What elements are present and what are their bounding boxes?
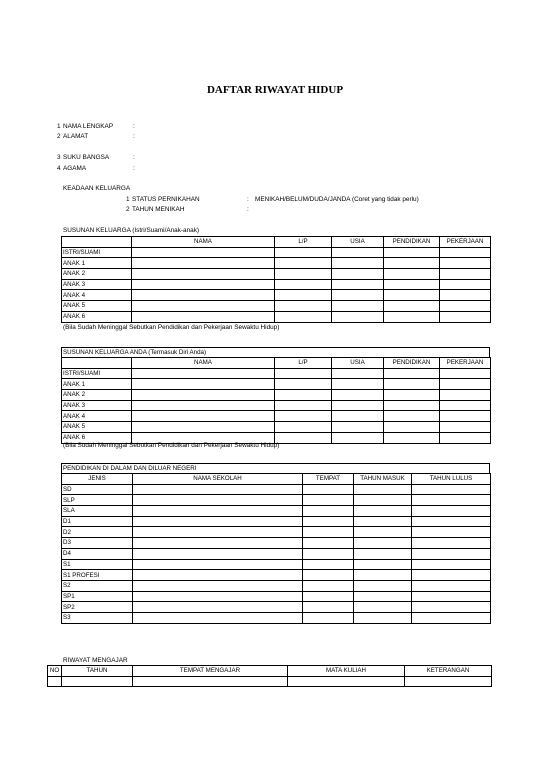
- keadaan-sep: :: [247, 196, 249, 203]
- row-label: SP2: [62, 602, 133, 613]
- personal-num: 2: [57, 133, 61, 140]
- row-label: ANAK 3: [62, 400, 132, 411]
- input-cell[interactable]: [384, 247, 440, 258]
- row-label: SP1: [62, 591, 133, 602]
- keadaan-num: 2: [126, 206, 130, 213]
- column-header: PEKERJAAN: [440, 237, 491, 248]
- table-row: [62, 400, 491, 411]
- input-cell[interactable]: [332, 390, 384, 401]
- input-cell[interactable]: [354, 612, 412, 623]
- input-cell[interactable]: [303, 538, 354, 549]
- row-label: D1: [62, 516, 133, 527]
- input-cell[interactable]: [354, 538, 412, 549]
- input-cell[interactable]: [275, 379, 332, 390]
- input-cell[interactable]: [332, 258, 384, 269]
- input-cell[interactable]: [133, 591, 303, 602]
- table-row: [62, 379, 491, 390]
- input-cell[interactable]: [133, 538, 303, 549]
- row-label: ANAK 6: [62, 432, 132, 443]
- row-label: ANAK 4: [62, 411, 132, 422]
- input-cell[interactable]: [384, 422, 440, 433]
- column-header: USIA: [332, 237, 384, 248]
- susunan2-title: SUSUNAN KELUARGA ANDA (Termasuk Diri Anda): [61, 347, 490, 357]
- input-cell[interactable]: [275, 258, 332, 269]
- row-label: ANAK 5: [62, 301, 132, 312]
- input-cell[interactable]: [133, 495, 303, 506]
- row-label: SLP: [62, 495, 133, 506]
- input-cell[interactable]: [384, 269, 440, 280]
- pendidikan-title: PENDIDIKAN DI DALAM DAN DILUAR NEGERI: [61, 463, 490, 473]
- column-header: KETERANGAN: [405, 666, 492, 677]
- input-cell[interactable]: [132, 411, 275, 422]
- row-label: ANAK 1: [62, 379, 132, 390]
- row-label: SLA: [62, 506, 133, 517]
- column-header: TAHUN MASUK: [354, 474, 412, 485]
- input-cell[interactable]: [440, 368, 491, 379]
- input-cell[interactable]: [405, 676, 492, 687]
- input-cell[interactable]: [384, 368, 440, 379]
- input-cell[interactable]: [384, 379, 440, 390]
- input-cell[interactable]: [332, 411, 384, 422]
- personal-sep: :: [133, 123, 135, 130]
- input-cell[interactable]: [133, 612, 303, 623]
- keadaan-value: MENIKAH/BELUM/DUDA/JANDA (Coret yang tidak perlu): [255, 196, 419, 203]
- input-cell[interactable]: [354, 516, 412, 527]
- column-header: TAHUN: [62, 666, 133, 677]
- pendidikan-table: [61, 473, 491, 624]
- input-cell[interactable]: [440, 247, 491, 258]
- susunan1-table: [61, 236, 491, 323]
- input-cell[interactable]: [275, 301, 332, 312]
- input-cell[interactable]: [133, 559, 303, 570]
- input-cell[interactable]: [354, 602, 412, 613]
- input-cell[interactable]: [384, 400, 440, 411]
- input-cell[interactable]: [275, 422, 332, 433]
- table-row: [62, 258, 491, 269]
- input-cell[interactable]: [384, 258, 440, 269]
- input-cell[interactable]: [332, 247, 384, 258]
- personal-label: NAMA LENGKAP: [63, 123, 114, 130]
- input-cell[interactable]: [440, 279, 491, 290]
- table-row: [62, 516, 491, 527]
- keadaan-label: STATUS PERNIKAHAN: [132, 196, 200, 203]
- personal-sep: :: [133, 133, 135, 140]
- input-cell[interactable]: [384, 311, 440, 322]
- column-header: NAMA SEKOLAH: [133, 474, 303, 485]
- input-cell[interactable]: [303, 484, 354, 495]
- row-label: ANAK 2: [62, 390, 132, 401]
- input-cell[interactable]: [332, 311, 384, 322]
- table-row: [48, 676, 492, 687]
- input-cell[interactable]: [132, 379, 275, 390]
- input-cell[interactable]: [132, 258, 275, 269]
- table-row: [62, 422, 491, 433]
- input-cell[interactable]: [412, 591, 491, 602]
- column-header: L/P: [275, 358, 332, 369]
- input-cell[interactable]: [354, 527, 412, 538]
- input-cell[interactable]: [332, 301, 384, 312]
- input-cell[interactable]: [275, 290, 332, 301]
- table-row: [62, 484, 491, 495]
- row-label: ANAK 4: [62, 290, 132, 301]
- row-label: ISTRI/SUAMI: [62, 247, 132, 258]
- input-cell[interactable]: [132, 422, 275, 433]
- input-cell[interactable]: [440, 411, 491, 422]
- row-label: ANAK 3: [62, 279, 132, 290]
- input-cell[interactable]: [132, 290, 275, 301]
- table-row: [62, 602, 491, 613]
- mengajar-title: RIWAYAT MENGAJAR: [63, 657, 128, 664]
- susunan2-note: (Bila Sudah Meninggal Sebutkan Pendidikan dan Pekerjaan Sewaktu Hidup): [63, 442, 280, 449]
- input-cell[interactable]: [275, 400, 332, 411]
- input-cell[interactable]: [132, 279, 275, 290]
- input-cell[interactable]: [412, 506, 491, 517]
- row-label: S2: [62, 580, 133, 591]
- input-cell[interactable]: [48, 676, 62, 687]
- input-cell[interactable]: [303, 570, 354, 581]
- table-row: [62, 538, 491, 549]
- input-cell[interactable]: [354, 559, 412, 570]
- input-cell[interactable]: [440, 390, 491, 401]
- row-label: ISTRI/SUAMI: [62, 368, 132, 379]
- table-row: [62, 612, 491, 623]
- column-header: [62, 237, 132, 248]
- input-cell[interactable]: [440, 301, 491, 312]
- input-cell[interactable]: [412, 516, 491, 527]
- input-cell[interactable]: [133, 516, 303, 527]
- input-cell[interactable]: [440, 311, 491, 322]
- column-header: TEMPAT: [303, 474, 354, 485]
- susunan1-note: (Bila Sudah Meninggal Sebutkan Pendidikan dan Pekerjaan Sewaktu Hidup): [63, 324, 280, 331]
- table-header-row: [62, 358, 491, 369]
- input-cell[interactable]: [440, 258, 491, 269]
- input-cell[interactable]: [132, 390, 275, 401]
- row-label: ANAK 5: [62, 422, 132, 433]
- keadaan-label: TAHUN MENIKAH: [132, 206, 185, 213]
- input-cell[interactable]: [384, 279, 440, 290]
- table-header-row: [48, 666, 492, 677]
- input-cell[interactable]: [440, 432, 491, 443]
- input-cell[interactable]: [412, 538, 491, 549]
- input-cell[interactable]: [303, 495, 354, 506]
- input-cell[interactable]: [133, 570, 303, 581]
- input-cell[interactable]: [354, 495, 412, 506]
- table-row: [62, 411, 491, 422]
- input-cell[interactable]: [332, 379, 384, 390]
- table-row: [62, 290, 491, 301]
- row-label: ANAK 6: [62, 311, 132, 322]
- input-cell[interactable]: [303, 612, 354, 623]
- input-cell[interactable]: [332, 290, 384, 301]
- input-cell[interactable]: [354, 570, 412, 581]
- table-header-row: [62, 474, 491, 485]
- table-row: [62, 247, 491, 258]
- row-label: S3: [62, 612, 133, 623]
- input-cell[interactable]: [412, 527, 491, 538]
- input-cell[interactable]: [303, 559, 354, 570]
- input-cell[interactable]: [440, 379, 491, 390]
- input-cell[interactable]: [440, 422, 491, 433]
- input-cell[interactable]: [132, 311, 275, 322]
- input-cell[interactable]: [303, 580, 354, 591]
- input-cell[interactable]: [303, 548, 354, 559]
- input-cell[interactable]: [332, 269, 384, 280]
- input-cell[interactable]: [275, 269, 332, 280]
- table-row: [62, 548, 491, 559]
- table-row: [62, 570, 491, 581]
- table-row: [62, 279, 491, 290]
- input-cell[interactable]: [354, 580, 412, 591]
- input-cell[interactable]: [384, 290, 440, 301]
- susunan1-title: SUSUNAN KELUARGA (Istri/Suami/Anak-anak): [63, 227, 200, 234]
- column-header: PENDIDIKAN: [384, 358, 440, 369]
- keadaan-heading: KEADAAN KELUARGA: [63, 185, 131, 192]
- input-cell[interactable]: [275, 368, 332, 379]
- personal-sep: :: [133, 154, 135, 161]
- row-label: S1: [62, 559, 133, 570]
- input-cell[interactable]: [132, 301, 275, 312]
- column-header: TEMPAT MENGAJAR: [133, 666, 288, 677]
- row-label: SD: [62, 484, 133, 495]
- column-header: TAHUN LULUS: [412, 474, 491, 485]
- input-cell[interactable]: [288, 676, 405, 687]
- input-cell[interactable]: [354, 548, 412, 559]
- input-cell[interactable]: [133, 602, 303, 613]
- input-cell[interactable]: [332, 368, 384, 379]
- page-title: DAFTAR RIWAYAT HIDUP: [206, 84, 344, 96]
- column-header: NO: [48, 666, 62, 677]
- input-cell[interactable]: [275, 390, 332, 401]
- row-label: D4: [62, 548, 133, 559]
- table-row: [62, 495, 491, 506]
- column-header: L/P: [275, 237, 332, 248]
- table-header-row: [62, 237, 491, 248]
- table-row: [62, 527, 491, 538]
- input-cell[interactable]: [133, 527, 303, 538]
- input-cell[interactable]: [132, 368, 275, 379]
- input-cell[interactable]: [440, 269, 491, 280]
- input-cell[interactable]: [275, 247, 332, 258]
- input-cell[interactable]: [303, 602, 354, 613]
- input-cell[interactable]: [133, 506, 303, 517]
- input-cell[interactable]: [354, 484, 412, 495]
- keadaan-sep: :: [247, 206, 249, 213]
- row-label: S1 PROFESI: [62, 570, 133, 581]
- table-row: [62, 368, 491, 379]
- input-cell[interactable]: [354, 591, 412, 602]
- personal-label: AGAMA: [63, 165, 87, 172]
- personal-label: ALAMAT: [63, 133, 89, 140]
- table-row: [62, 390, 491, 401]
- input-cell[interactable]: [275, 411, 332, 422]
- input-cell[interactable]: [275, 432, 332, 443]
- table-row: [62, 301, 491, 312]
- input-cell[interactable]: [275, 279, 332, 290]
- input-cell[interactable]: [384, 301, 440, 312]
- table-row: [62, 269, 491, 280]
- keadaan-num: 1: [126, 196, 130, 203]
- input-cell[interactable]: [133, 580, 303, 591]
- input-cell[interactable]: [303, 591, 354, 602]
- column-header: NAMA: [132, 237, 275, 248]
- column-header: PEKERJAAN: [440, 358, 491, 369]
- susunan2-table: [61, 357, 491, 444]
- input-cell[interactable]: [332, 279, 384, 290]
- row-label: D3: [62, 538, 133, 549]
- column-header: PENDIDIKAN: [384, 237, 440, 248]
- personal-num: 1: [57, 123, 61, 130]
- input-cell[interactable]: [412, 495, 491, 506]
- table-row: [62, 559, 491, 570]
- personal-label: SUKU BANGSA: [63, 154, 110, 161]
- input-cell[interactable]: [384, 432, 440, 443]
- input-cell[interactable]: [133, 484, 303, 495]
- table-row: [62, 506, 491, 517]
- personal-sep: :: [133, 165, 135, 172]
- input-cell[interactable]: [412, 548, 491, 559]
- input-cell[interactable]: [354, 506, 412, 517]
- input-cell[interactable]: [412, 559, 491, 570]
- input-cell[interactable]: [440, 290, 491, 301]
- input-cell[interactable]: [412, 484, 491, 495]
- input-cell[interactable]: [303, 506, 354, 517]
- input-cell[interactable]: [303, 516, 354, 527]
- input-cell[interactable]: [332, 422, 384, 433]
- input-cell[interactable]: [275, 311, 332, 322]
- input-cell[interactable]: [133, 676, 288, 687]
- column-header: JENIS: [62, 474, 133, 485]
- row-label: D2: [62, 527, 133, 538]
- column-header: NAMA: [132, 358, 275, 369]
- input-cell[interactable]: [412, 602, 491, 613]
- column-header: USIA: [332, 358, 384, 369]
- input-cell[interactable]: [62, 676, 133, 687]
- column-header: MATA KULIAH: [288, 666, 405, 677]
- input-cell[interactable]: [412, 570, 491, 581]
- input-cell[interactable]: [303, 527, 354, 538]
- mengajar-table: [47, 665, 492, 687]
- row-label: ANAK 2: [62, 269, 132, 280]
- table-row: [62, 311, 491, 322]
- column-header: [62, 358, 132, 369]
- input-cell[interactable]: [132, 400, 275, 411]
- personal-num: 3: [57, 154, 61, 161]
- row-label: ANAK 1: [62, 258, 132, 269]
- input-cell[interactable]: [332, 400, 384, 411]
- input-cell[interactable]: [132, 269, 275, 280]
- table-row: [62, 580, 491, 591]
- input-cell[interactable]: [412, 580, 491, 591]
- input-cell[interactable]: [412, 612, 491, 623]
- input-cell[interactable]: [133, 548, 303, 559]
- table-row: [62, 591, 491, 602]
- input-cell[interactable]: [384, 390, 440, 401]
- input-cell[interactable]: [332, 432, 384, 443]
- input-cell[interactable]: [132, 247, 275, 258]
- input-cell[interactable]: [384, 411, 440, 422]
- input-cell[interactable]: [440, 400, 491, 411]
- personal-num: 4: [57, 165, 61, 172]
